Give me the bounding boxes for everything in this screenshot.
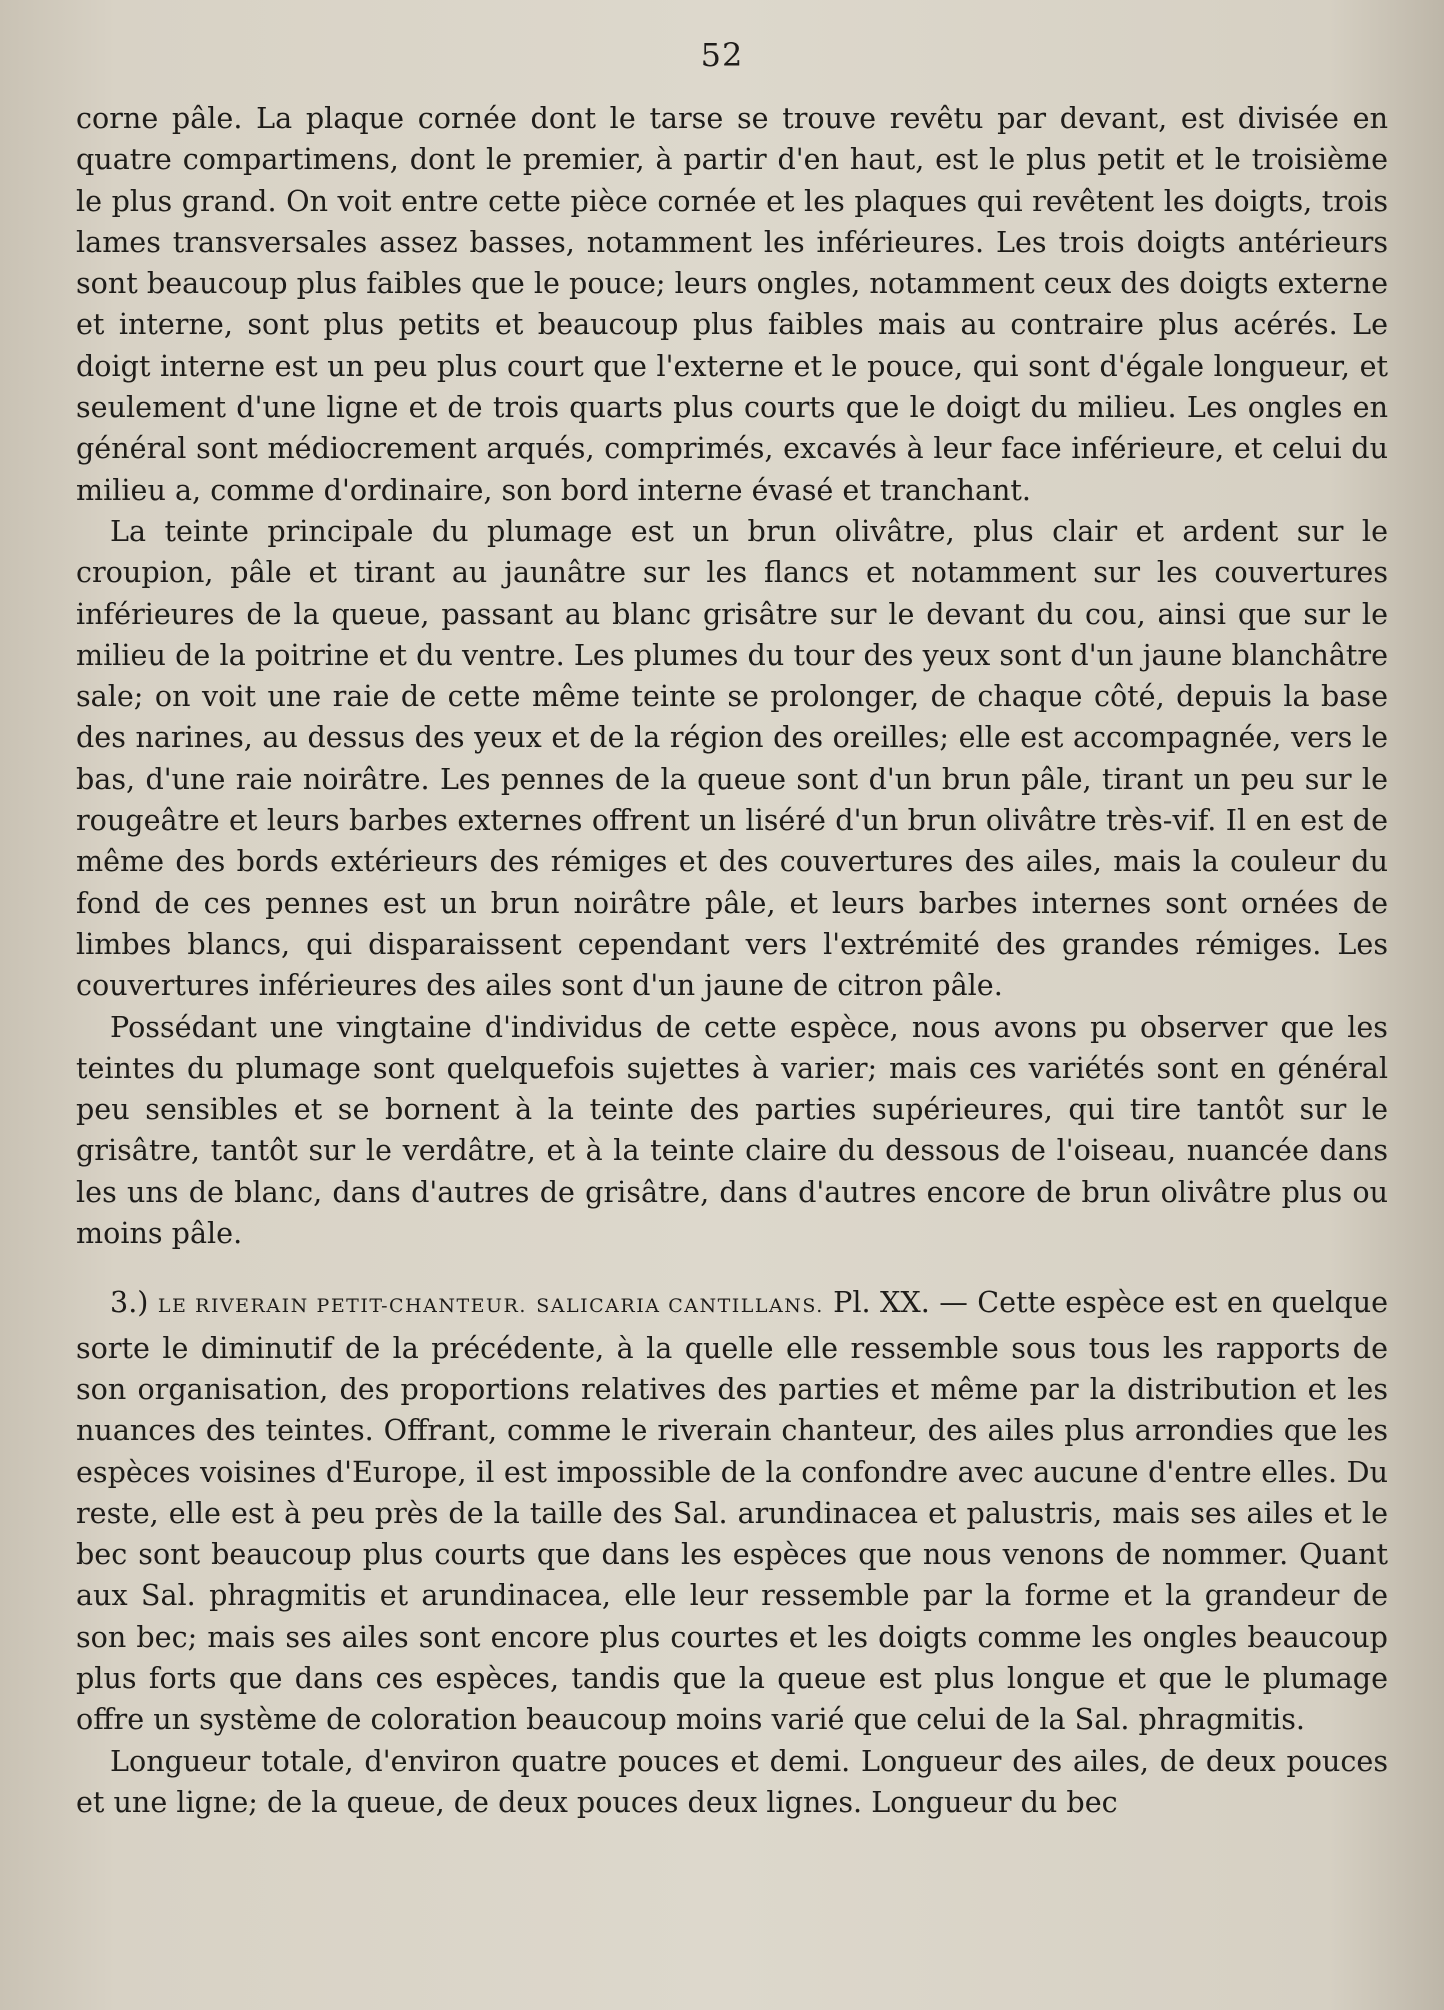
paragraph-plumage-variation: Possédant une vingtaine d'individus de cette espèce, nous avons pu observer que les teintes du plumage sont quelquefois sujettes à varier; mais ces variétés sont en général peu sensibles et se bornent à la teinte des parties supérieures, qui tire tantôt sur le grisâtre, tantôt sur le verdâtre, et à la teinte claire du dessous de l'oiseau, nuancée dans les uns de blanc, dans d'autres de grisâtre, dans d'autres encore de brun olivâtre plus ou moins pâle. — [76, 1009, 1388, 1251]
species-description: Cette espèce est en quelque sorte le diminutif de la précédente, à la quelle elle ressemble sous tous les rapports de son organisation, des proportions relatives des parties et même par la distribution et les nuances des teintes. Offrant, comme le riverain chanteur, des ailes plus arrondies que les espèces voisines d'Europe, il est impossible de la confondre avec aucune d'entre elles. Du reste, elle est à peu près de la taille des Sal. arundinacea et palustris, mais ses ailes et le bec sont beaucoup plus courts que dans les espèces que nous venons de nommer. Quant aux Sal. phragmitis et arundinacea, elle leur ressemble par la forme et la grandeur de son bec; mais ses ailes sont encore plus courtes et les doigts comme les ongles beaucoup plus forts que dans ces espèces, tandis que la queue est plus longue et que le plumage offre un système de coloration beaucoup moins varié que celui de la Sal. phragmitis. — [76, 1285, 1389, 1737]
species-name-latin: SALICARIA CANTILLANS. — [536, 1295, 824, 1318]
body-text — [76, 98, 1388, 1823]
plate-reference: Pl. XX. — — [833, 1285, 968, 1320]
species-number: 3.) — [110, 1285, 149, 1320]
page-number: 52 — [700, 36, 744, 74]
paragraph-measurements: Longueur totale, d'environ quatre pouces et demi. Longueur des ailes, de deux pouces et une ligne; de la queue, de deux pouces deux lignes. Longueur du bec — [76, 1743, 1388, 1819]
species-name-french: LE RIVERAIN PETIT-CHANTEUR. — [157, 1295, 527, 1318]
species-entry-salicaria-cantillans — [76, 1282, 1388, 1740]
paragraph-plumage-description: La teinte principale du plumage est un brun olivâtre, plus clair et ardent sur le croupion, pâle et tirant au jaunâtre sur les flancs et notamment sur les couvertures inférieures de la queue, passant au blanc grisâtre sur le devant du cou, ainsi que sur le milieu de la poitrine et du ventre. Les plumes du tour des yeux sont d'un jaune blanchâtre sale; on voit une raie de cette même teinte se prolonger, de chaque côté, depuis la base des narines, au dessus des yeux et de la région des oreilles; elle est accompagnée, vers le bas, d'une raie noirâtre. Les pennes de la queue sont d'un brun pâle, tirant un peu sur le rougeâtre et leurs barbes externes offrent un liséré d'un brun olivâtre très-vif. Il en est de même des bords extérieurs des rémiges et des couvertures des ailes, mais la couleur du fond de ces pennes est un brun noirâtre pâle, et leurs barbes internes sont ornées de limbes blancs, qui disparaissent cependant vers l'extrémité des grandes rémiges. Les couvertures inférieures des ailes sont d'un jaune de citron pâle. — [76, 513, 1388, 1003]
paragraph-tarse-description: corne pâle. La plaque cornée dont le tarse se trouve revêtu par devant, est divisée en quatre compartimens, dont le premier, à partir d'en haut, est le plus petit et le troisième le plus grand. On voit entre cette pièce cornée et les plaques qui revêtent les doigts, trois lames transversales assez basses, notamment les inférieures. Les trois doigts antérieurs sont beaucoup plus faibles que le pouce; leurs ongles, notamment ceux des doigts externe et interne, sont plus petits et beaucoup plus faibles mais au contraire plus acérés. Le doigt interne est un peu plus court que l'externe et le pouce, qui sont d'égale longueur, et seulement d'une ligne et de trois quarts plus courts que le doigt du milieu. Les ongles en général sont médiocrement arqués, comprimés, excavés à leur face inférieure, et celui du milieu a, comme d'ordinaire, son bord interne évasé et tranchant. — [76, 101, 1388, 507]
